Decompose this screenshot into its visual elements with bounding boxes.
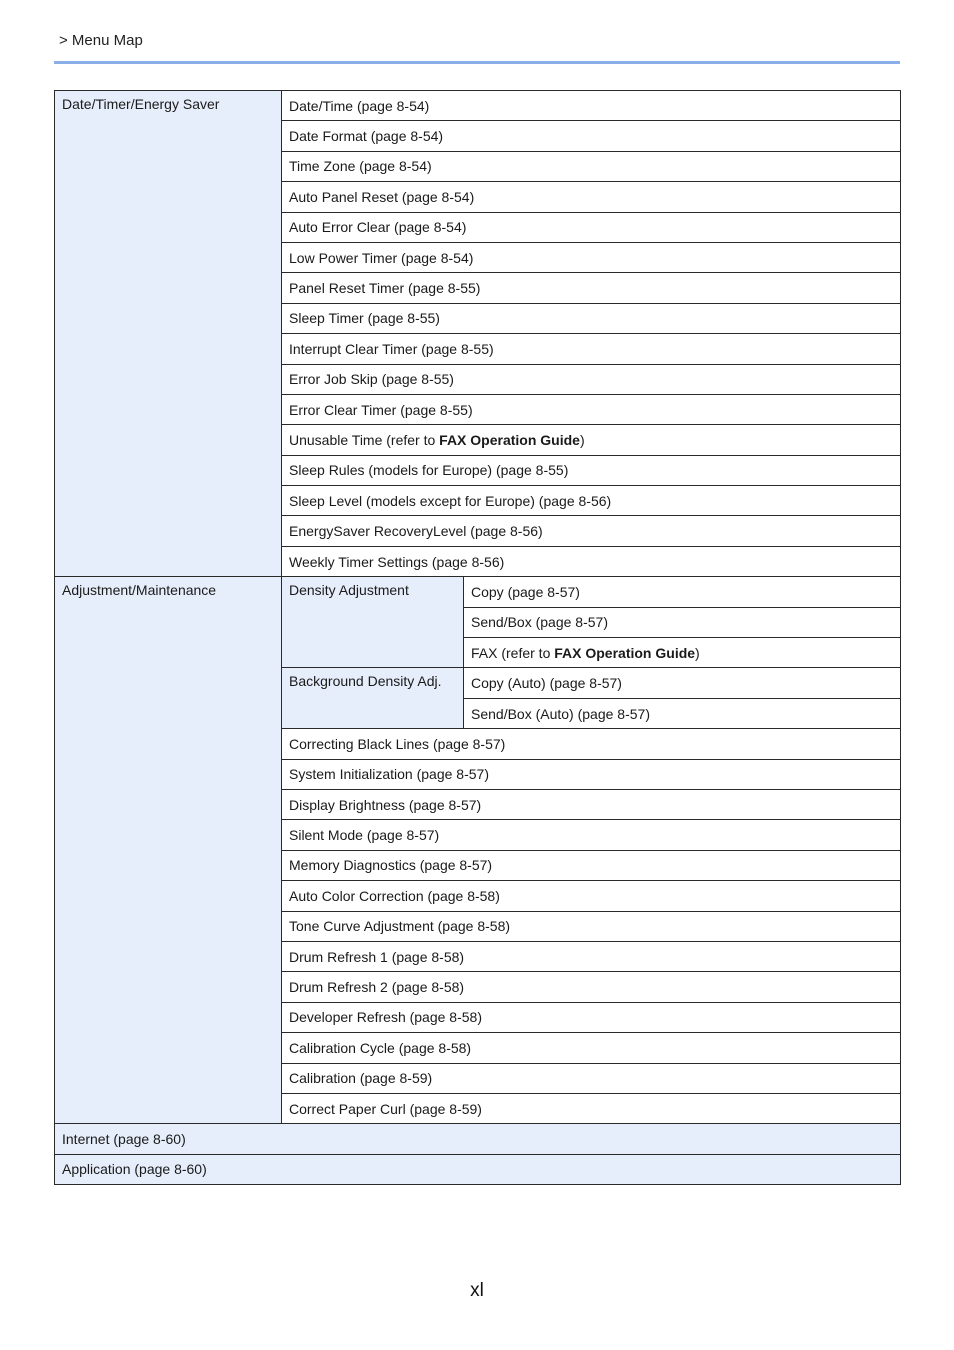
table-row <box>55 1124 901 1154</box>
text-suffix: ) <box>695 644 700 661</box>
menu-item-sleep-timer[interactable]: Sleep Timer (page 8-55) <box>282 303 901 333</box>
menu-item-tone-curve-adjustment[interactable]: Tone Curve Adjustment (page 8-58) <box>282 911 901 941</box>
menu-item-auto-error-clear[interactable]: Auto Error Clear (page 8-54) <box>282 212 901 242</box>
text-prefix: Unusable Time (refer to <box>289 431 440 448</box>
breadcrumb: > Menu Map <box>59 32 143 49</box>
guide-reference: FAX Operation Guide <box>554 644 696 661</box>
category-internet[interactable]: Internet (page 8-60) <box>55 1124 901 1154</box>
menu-item-correct-paper-curl[interactable]: Correct Paper Curl (page 8-59) <box>282 1093 901 1123</box>
table-row <box>55 577 901 607</box>
menu-item-energysaver-recovery-level[interactable]: EnergySaver RecoveryLevel (page 8-56) <box>282 516 901 546</box>
menu-item-time-zone[interactable]: Time Zone (page 8-54) <box>282 151 901 181</box>
menu-item-background-send-box-auto[interactable]: Send/Box (Auto) (page 8-57) <box>464 698 901 728</box>
menu-item-display-brightness[interactable]: Display Brightness (page 8-57) <box>282 789 901 819</box>
menu-item-calibration-cycle[interactable]: Calibration Cycle (page 8-58) <box>282 1033 901 1063</box>
menu-item-error-job-skip[interactable]: Error Job Skip (page 8-55) <box>282 364 901 394</box>
menu-item-system-initialization[interactable]: System Initialization (page 8-57) <box>282 759 901 789</box>
menu-item-date-time[interactable]: Date/Time (page 8-54) <box>282 91 901 121</box>
menu-item-drum-refresh-2[interactable]: Drum Refresh 2 (page 8-58) <box>282 972 901 1002</box>
subcategory-background-density-adj[interactable]: Background Density Adj. <box>282 668 464 729</box>
menu-item-memory-diagnostics[interactable]: Memory Diagnostics (page 8-57) <box>282 850 901 880</box>
menu-item-correcting-black-lines[interactable]: Correcting Black Lines (page 8-57) <box>282 729 901 759</box>
menu-item-weekly-timer-settings[interactable]: Weekly Timer Settings (page 8-56) <box>282 546 901 576</box>
text-suffix: ) <box>579 431 585 448</box>
menu-item-background-copy-auto[interactable]: Copy (Auto) (page 8-57) <box>464 668 901 698</box>
menu-item-sleep-level[interactable]: Sleep Level (models except for Europe) (page 8-56) <box>282 486 901 516</box>
menu-item-sleep-rules[interactable]: Sleep Rules (models for Europe) (page 8-55) <box>282 455 901 485</box>
menu-item-developer-refresh[interactable]: Developer Refresh (page 8-58) <box>282 1002 901 1032</box>
menu-item-date-format[interactable]: Date Format (page 8-54) <box>282 121 901 151</box>
page-number: xl <box>470 1280 484 1301</box>
menu-item-interrupt-clear-timer[interactable]: Interrupt Clear Timer (page 8-55) <box>282 334 901 364</box>
menu-item-silent-mode[interactable]: Silent Mode (page 8-57) <box>282 820 901 850</box>
menu-item-drum-refresh-1[interactable]: Drum Refresh 1 (page 8-58) <box>282 941 901 971</box>
category-date-timer-energy-saver[interactable]: Date/Timer/Energy Saver <box>55 91 282 577</box>
menu-item-panel-reset-timer[interactable]: Panel Reset Timer (page 8-55) <box>282 273 901 303</box>
table-row <box>55 1154 901 1184</box>
menu-item-density-send-box[interactable]: Send/Box (page 8-57) <box>464 607 901 637</box>
category-adjustment-maintenance[interactable]: Adjustment/Maintenance <box>55 577 282 1124</box>
header-divider <box>54 61 900 64</box>
menu-item-low-power-timer[interactable]: Low Power Timer (page 8-54) <box>282 242 901 272</box>
menu-map-table <box>54 90 901 1185</box>
menu-item-auto-panel-reset[interactable]: Auto Panel Reset (page 8-54) <box>282 182 901 212</box>
menu-item-density-copy[interactable]: Copy (page 8-57) <box>464 577 901 607</box>
menu-item-calibration[interactable]: Calibration (page 8-59) <box>282 1063 901 1093</box>
subcategory-density-adjustment[interactable]: Density Adjustment <box>282 577 464 668</box>
category-application[interactable]: Application (page 8-60) <box>55 1154 901 1184</box>
guide-reference: FAX Operation Guide <box>439 431 580 448</box>
text-prefix: FAX (refer to <box>471 644 555 661</box>
menu-item-density-fax[interactable] <box>464 638 901 668</box>
menu-item-auto-color-correction[interactable]: Auto Color Correction (page 8-58) <box>282 881 901 911</box>
menu-item-error-clear-timer[interactable]: Error Clear Timer (page 8-55) <box>282 394 901 424</box>
menu-item-unusable-time[interactable] <box>282 425 901 455</box>
table-row <box>55 91 901 121</box>
